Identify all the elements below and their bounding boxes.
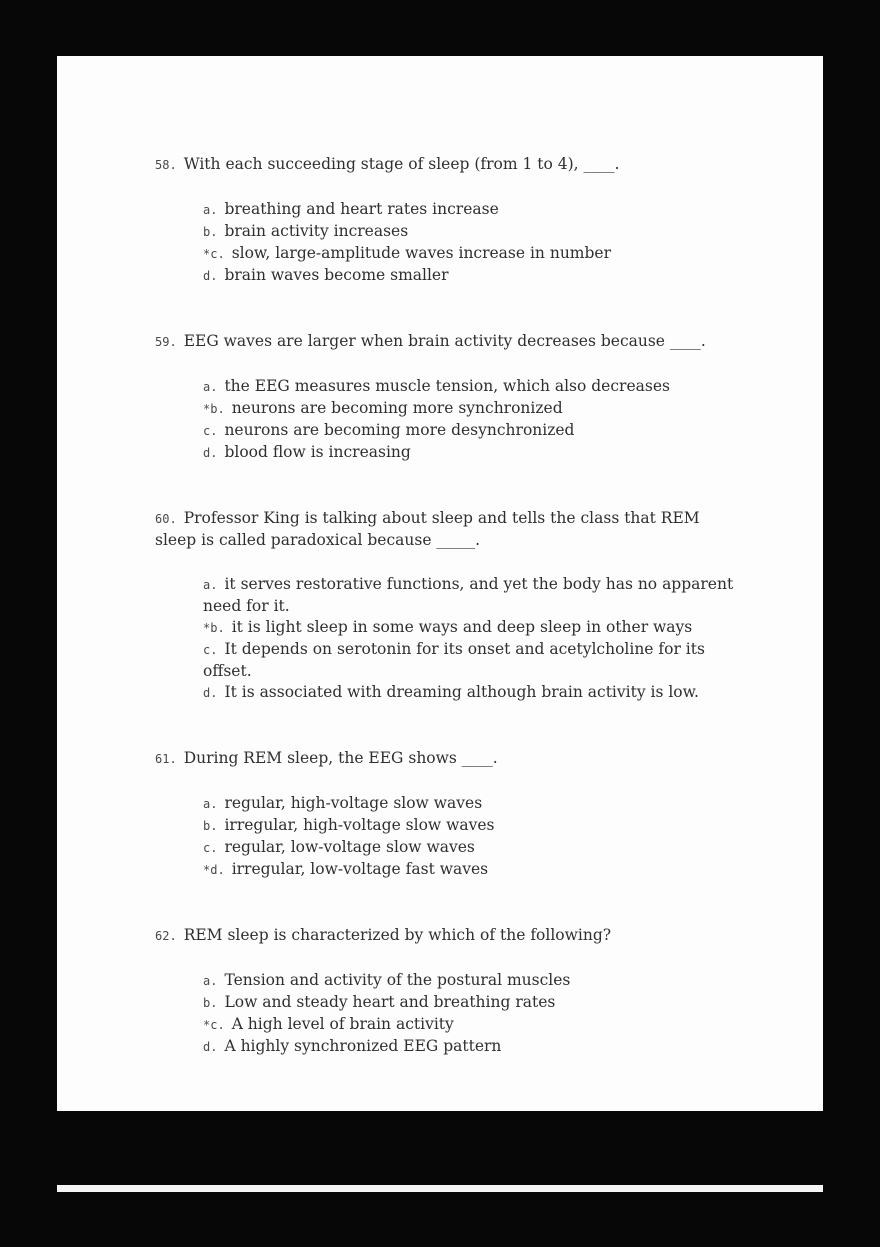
option-letter: d.	[203, 686, 218, 700]
question-text: REM sleep is characterized by which of the following?	[183, 926, 612, 944]
option-letter: *c.	[203, 247, 225, 261]
option-letter: d.	[203, 446, 218, 460]
option	[203, 837, 735, 859]
option-letter: *b.	[203, 402, 225, 416]
question-line	[155, 154, 735, 176]
question-line	[155, 331, 735, 353]
option	[203, 574, 735, 617]
option-letter: b.	[203, 225, 218, 239]
option-letter: *d.	[203, 863, 225, 877]
question-text: EEG waves are larger when brain activity decreases because ____.	[183, 332, 706, 350]
option-text: It depends on serotonin for its onset and acetylcholine for its offset.	[203, 640, 705, 680]
option-text: Low and steady heart and breathing rates	[224, 993, 556, 1011]
option-text: brain waves become smaller	[224, 266, 449, 284]
option-letter: a.	[203, 578, 218, 592]
option-letter: d.	[203, 1040, 218, 1054]
document-page	[57, 56, 823, 1111]
option-text: blood flow is increasing	[224, 443, 411, 461]
option	[203, 420, 735, 442]
option	[203, 992, 735, 1014]
option-correct	[203, 617, 735, 639]
question-62	[155, 925, 735, 1058]
options-list	[155, 970, 735, 1058]
option-letter: c.	[203, 643, 218, 657]
option-letter: a.	[203, 203, 218, 217]
option-text: it is light sleep in some ways and deep sleep in other ways	[231, 618, 693, 636]
option-text: regular, high-voltage slow waves	[224, 794, 483, 812]
option	[203, 682, 735, 704]
option	[203, 442, 735, 464]
options-list	[155, 199, 735, 287]
option-letter: c.	[203, 424, 218, 438]
option-letter: b.	[203, 996, 218, 1010]
option	[203, 1036, 735, 1058]
option-letter: *c.	[203, 1018, 225, 1032]
option-correct	[203, 1014, 735, 1036]
question-60	[155, 508, 735, 704]
question-text: During REM sleep, the EEG shows ____.	[183, 749, 498, 767]
option-text: neurons are becoming more synchronized	[231, 399, 563, 417]
option-letter: a.	[203, 380, 218, 394]
option-text: regular, low-voltage slow waves	[224, 838, 475, 856]
option-text: brain activity increases	[224, 222, 409, 240]
question-text: Professor King is talking about sleep and tells the class that REM sleep is called paradoxical because _____.	[155, 509, 700, 549]
option-correct	[203, 398, 735, 420]
option-text: irregular, high-voltage slow waves	[224, 816, 495, 834]
option-text: Tension and activity of the postural muscles	[224, 971, 571, 989]
option-letter: a.	[203, 797, 218, 811]
options-list	[155, 574, 735, 704]
question-line	[155, 748, 735, 770]
option-letter: c.	[203, 841, 218, 855]
option-correct	[203, 243, 735, 265]
options-list	[155, 376, 735, 464]
question-number: 62.	[155, 929, 177, 943]
option	[203, 221, 735, 243]
question-59	[155, 331, 735, 464]
option-letter: a.	[203, 974, 218, 988]
option-text: A high level of brain activity	[231, 1015, 454, 1033]
question-number: 58.	[155, 158, 177, 172]
question-61	[155, 748, 735, 881]
option	[203, 376, 735, 398]
option-letter: b.	[203, 819, 218, 833]
option-text: slow, large-amplitude waves increase in number	[231, 244, 612, 262]
option-correct	[203, 859, 735, 881]
question-58	[155, 154, 735, 287]
option	[203, 793, 735, 815]
question-number: 60.	[155, 512, 177, 526]
option-letter: d.	[203, 269, 218, 283]
option-text: irregular, low-voltage fast waves	[231, 860, 489, 878]
option	[203, 815, 735, 837]
option-text: A highly synchronized EEG pattern	[224, 1037, 502, 1055]
option	[203, 265, 735, 287]
option-text: it serves restorative functions, and yet the body has no apparent need for it.	[203, 575, 734, 615]
option-text: the EEG measures muscle tension, which also decreases	[224, 377, 670, 395]
option	[203, 970, 735, 992]
question-number: 61.	[155, 752, 177, 766]
option	[203, 639, 735, 682]
option-letter: *b.	[203, 621, 225, 635]
question-number: 59.	[155, 335, 177, 349]
option	[203, 199, 735, 221]
question-text: With each succeeding stage of sleep (from 1 to 4), ____.	[183, 155, 620, 173]
next-page-top-edge	[57, 1185, 823, 1192]
question-line	[155, 925, 735, 947]
options-list	[155, 793, 735, 881]
question-line	[155, 508, 735, 551]
option-text: It is associated with dreaming although brain activity is low.	[224, 683, 699, 701]
option-text: neurons are becoming more desynchronized	[224, 421, 575, 439]
option-text: breathing and heart rates increase	[224, 200, 499, 218]
